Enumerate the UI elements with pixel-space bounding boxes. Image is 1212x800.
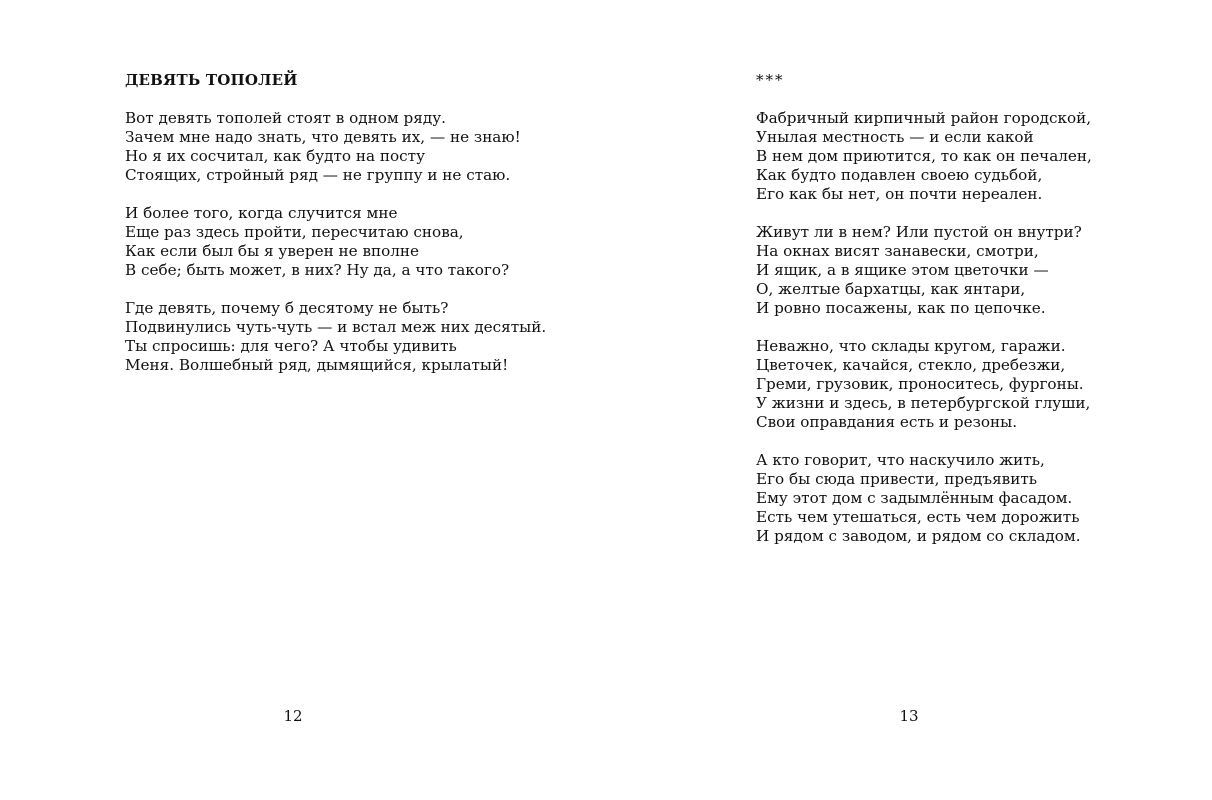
stanza <box>756 451 1092 546</box>
poem-line: Зачем мне надо знать, что девять их, — не знаю! <box>125 128 521 146</box>
poem-line: И ящик, а в ящике этом цветочки — <box>756 261 1049 279</box>
poem-body <box>125 109 546 394</box>
poem-line: Греми, грузовик, проноситесь, фургоны. <box>756 375 1084 393</box>
stanza <box>756 223 1092 318</box>
poem-line: Унылая местность — и если какой <box>756 128 1034 146</box>
poem-line: А кто говорит, что наскучило жить, <box>756 451 1045 469</box>
stanza <box>125 204 546 280</box>
poem-line: Фабричный кирпичный район городской, <box>756 109 1092 127</box>
poem-line: О, желтые бархатцы, как янтари, <box>756 280 1026 298</box>
poem-line: Неважно, что склады кругом, гаражи. <box>756 337 1066 355</box>
stanza <box>125 109 546 185</box>
page-number: 13 <box>899 707 919 725</box>
poem-line: Есть чем утешаться, есть чем дорожить <box>756 508 1080 526</box>
poem-line: Ты спросишь: для чего? А чтобы удивить <box>125 337 457 355</box>
right-page <box>606 0 1212 800</box>
poem-line: И ровно посажены, как по цепочке. <box>756 299 1046 317</box>
poem-line: Меня. Волшебный ряд, дымящийся, крылатый! <box>125 356 509 374</box>
poem-line: Где девять, почему б десятому не быть? <box>125 299 449 317</box>
stanza <box>756 337 1092 432</box>
poem-line: И рядом с заводом, и рядом со складом. <box>756 527 1081 545</box>
stanza <box>756 109 1092 204</box>
poem-line: Ему этот дом с задымлённым фасадом. <box>756 489 1073 507</box>
poem-title: *** <box>756 71 785 89</box>
poem-line: Его бы сюда привести, предъявить <box>756 470 1037 488</box>
poem-line: Вот девять тополей стоят в одном ряду. <box>125 109 446 127</box>
poem-line: Его как бы нет, он почти нереален. <box>756 185 1043 203</box>
poem-line: Стоящих, стройный ряд — не группу и не стаю. <box>125 166 511 184</box>
poem-line: На окнах висят занавески, смотри, <box>756 242 1039 260</box>
stanza <box>125 299 546 375</box>
poem-title: ДЕВЯТЬ ТОПОЛЕЙ <box>125 71 298 89</box>
poem-line: В нем дом приютится, то как он печален, <box>756 147 1092 165</box>
poem-line: И более того, когда случится мне <box>125 204 398 222</box>
poem-line: Свои оправдания есть и резоны. <box>756 413 1018 431</box>
poem-line: Как если был бы я уверен не вполне <box>125 242 420 260</box>
poem-line: В себе; быть может, в них? Ну да, а что такого? <box>125 261 510 279</box>
poem-line: Цветочек, качайся, стекло, дребезжи, <box>756 356 1066 374</box>
poem-line: Как будто подавлен своею судьбой, <box>756 166 1043 184</box>
poem-line: Но я их сосчитал, как будто на посту <box>125 147 426 165</box>
poem-line: У жизни и здесь, в петербургской глуши, <box>756 394 1091 412</box>
page-number: 12 <box>283 707 303 725</box>
poem-line: Подвинулись чуть-чуть — и встал меж них десятый. <box>125 318 547 336</box>
poem-body <box>756 109 1092 565</box>
poem-line: Живут ли в нем? Или пустой он внутри? <box>756 223 1082 241</box>
poem-line: Еще раз здесь пройти, пересчитаю снова, <box>125 223 464 241</box>
